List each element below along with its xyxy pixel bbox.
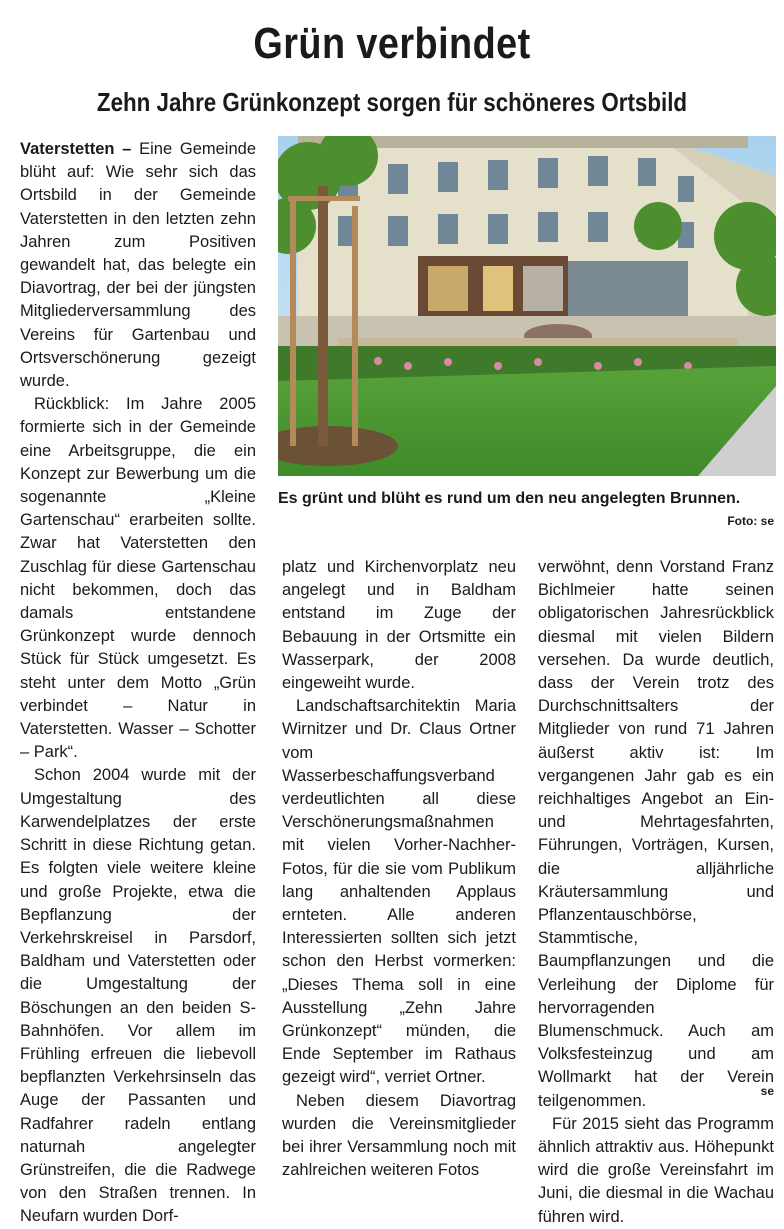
paragraph-2: Rückblick: Im Jahre 2005 formierte sich in der Gemeinde eine Arbeitsgruppe, die ein Konzept zur Bewerbung um die sogenannte „Kleine Gartenschau“ erarbeiten sollte. Zwar hat Vaterstetten den Zuschlag für diese Gartenschau nicht bekommen, doch das damals entstandene Grünkonzept wurde dennoch Stück für Stück umgesetzt. Es steht unter dem Motto „Grün verbindet – Natur in Vaterstetten. Wasser – Schotter – Park“.	[20, 395, 256, 762]
paragraph-3-continued: platz und Kirchenvorplatz neu angelegt und in Baldham entstand im Zuge der Bebauung in der Ortsmitte ein Wasserpark, der 2008 eingeweiht wurde.	[282, 558, 516, 693]
lead-paragraph	[20, 138, 256, 393]
subheadline: Zehn Jahre Grünkonzept sorgen für schöneres Ortsbild	[96, 87, 688, 117]
paragraph-5: Neben diesem Diavortrag wurden die Vereinsmitglieder bei ihrer Versammlung noch mit zahlreichen weiteren Fotos	[282, 1091, 516, 1180]
paragraph-6: Für 2015 sieht das Programm ähnlich attraktiv aus. Höhepunkt wird die große Vereinsfahrt im Juni, die diesmal in die Wachau führen wird.	[538, 1114, 774, 1226]
dateline: Vaterstetten –	[20, 140, 132, 158]
paragraph-5-continued: verwöhnt, denn Vorstand Franz Bichlmeier hatte seinen obligatorischen Jahresrückblick diesmal mit vielen Bildern versehen. Da wurde deutlich, dass der Verein trotz des Durchschnittsalters der Mitglieder von rund 71 Jahren äußerst aktiv ist: Im vergangenen Jahr gab es ein reichhaltiges Angebot an Ein- und Mehrtagesfahrten, Führungen, Vorträgen, Kursen, die alljährliche Kräutersammlung und Pflanzentauschbörse, Stammtische, Baumpflanzungen und die Verleihung der Diplome für hervorragenden Blumenschmuck. Auch am Volksfesteinzug und am Wollmarkt hat der Verein teilgenommen.	[538, 558, 774, 1110]
headline: Grün verbindet	[253, 19, 531, 68]
lead-text: Eine Gemeinde blüht auf: Wie sehr sich das Ortsbild in der Gemeinde Vaterstetten in den letzten zehn Jahren zum Positiven gewandelt hat, das belegte ein Diavortrag, der bei der jüngsten Mitgliederversammlung des Vereins für Gartenbau und Ortsverschönerung gezeigt wurde.	[20, 140, 256, 391]
paragraph-3: Schon 2004 wurde mit der Umgestaltung des Karwendelplatzes der erste Schritt in diese Richtung getan. Es folgten viele weitere kleine und große Projekte, etwa die Bepflanzung der Verkehrskreisel in Parsdorf, Baldham und Vaterstetten oder die Umgestaltung der Böschungen an den beiden S-Bahnhöfen. Vor allem im Frühling erfreuen die liebevoll bepflanzten Verkehrsinseln das Auge der Passanten und Radfahrer radeln entlang naturnah angelegter Grünstreifen, die die Radwege von den Straßen trennen. In Neufarn wurden Dorf-	[20, 766, 256, 1226]
column-1	[20, 138, 256, 1229]
article-photo	[278, 136, 776, 476]
column-3	[538, 556, 774, 1229]
paragraph-4: Landschaftsarchitektin Maria Wirnitzer und Dr. Claus Ortner vom Wasserbeschaffungsverband verdeutlichten all diese Verschönerungsmaßnahmen mit vielen Vorher-Nachher-Fotos, für die sie vom Publikum lang anhaltenden Applaus ernteten. Alle anderen Interessierten sollten sich jetzt schon den Herbst vormerken: „Dieses Thema soll in eine Ausstellung „Zehn Jahre Grünkonzept“ münden, die Ende September im Rathaus gezeigt wird“, verriet Ortner.	[282, 697, 516, 1087]
photo-caption: Es grünt und blüht es rund um den neu angelegten Brunnen.	[278, 490, 741, 507]
photo-credit: Foto: se	[727, 514, 774, 528]
author-signature: se	[760, 1084, 774, 1098]
column-2	[282, 556, 516, 1182]
fountain-park-photo	[278, 136, 776, 476]
